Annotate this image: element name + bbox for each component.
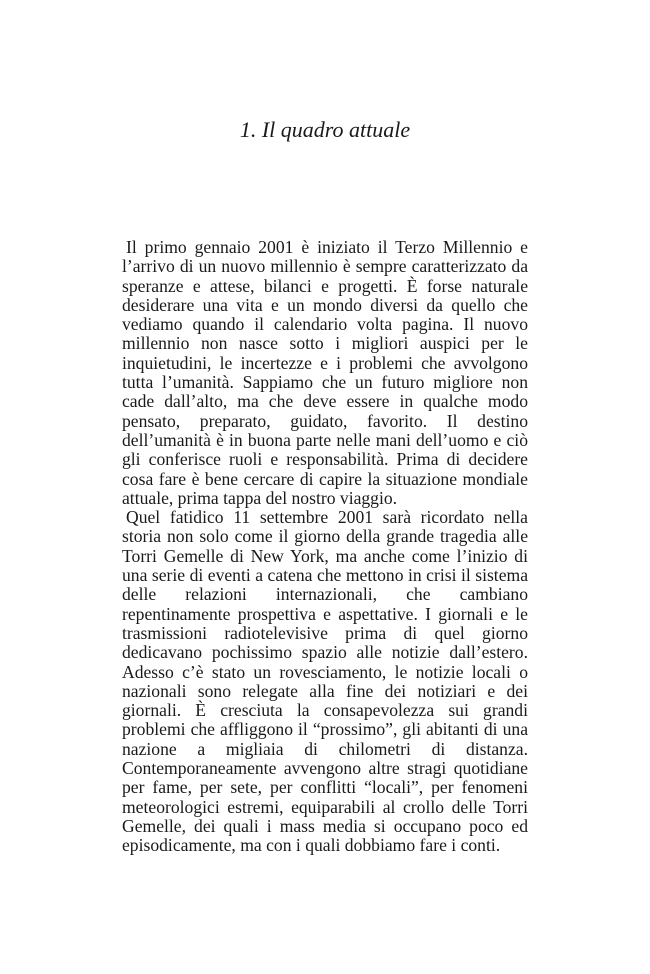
paragraph: Quel fatidico 11 settembre 2001 sarà ricordato nella storia non solo come il giorno della grande tragedia alle Torri Gemelle di New York, ma anche come l’inizio di una serie di eventi a catena che mettono in crisi il sistema delle relazioni internazionali, che cambiano repentinamente prospettiva e aspettative. I giornali e le trasmissioni radiotelevisive prima di quel giorno dedicavano pochissimo spazio alle notizie dall’estero. Adesso c’è stato un rovesciamento, le notizie locali o nazionali sono relegate alla fine dei notiziari e dei giornali. È cresciuta la consapevolezza sui grandi problemi che affliggono il “prossimo”, gli abitanti di una nazione a migliaia di chilometri di distanza. Contemporaneamente avvengono altre stragi quotidiane per fame, per sete, per conflitti “locali”, per fenomeni meteorologici estremi, equiparabili al crollo delle Torri Gemelle, dei quali i mass media si occupano poco ed episodicamente, ma con i quali dobbiamo fare i conti. xyxy=(122,507,528,856)
paragraph: Il primo gennaio 2001 è iniziato il Terzo Millennio e l’arrivo di un nuovo millennio è sempre caratterizzato da speranze e attese, bilanci e progetti. È forse naturale desiderare una vita e un mondo diversi da quello che vediamo quando il calendario volta pagina. Il nuovo millennio non nasce sotto i migliori auspici per le inquietudini, le incertezze e i problemi che avvolgono tutta l’umanità. Sappiamo che un futuro migliore non cade dall’alto, ma che deve essere in qualche modo pensato, preparato, guidato, favorito. Il destino dell’umanità è in buona parte nelle mani dell’uomo e ciò gli conferisce ruoli e responsabilità. Prima di decidere cosa fare è bene cercare di capire la situazione mondiale attuale, prima tappa del nostro viaggio. xyxy=(122,237,528,508)
body-text xyxy=(122,238,528,856)
chapter-title: 1. Il quadro attuale xyxy=(239,117,411,142)
